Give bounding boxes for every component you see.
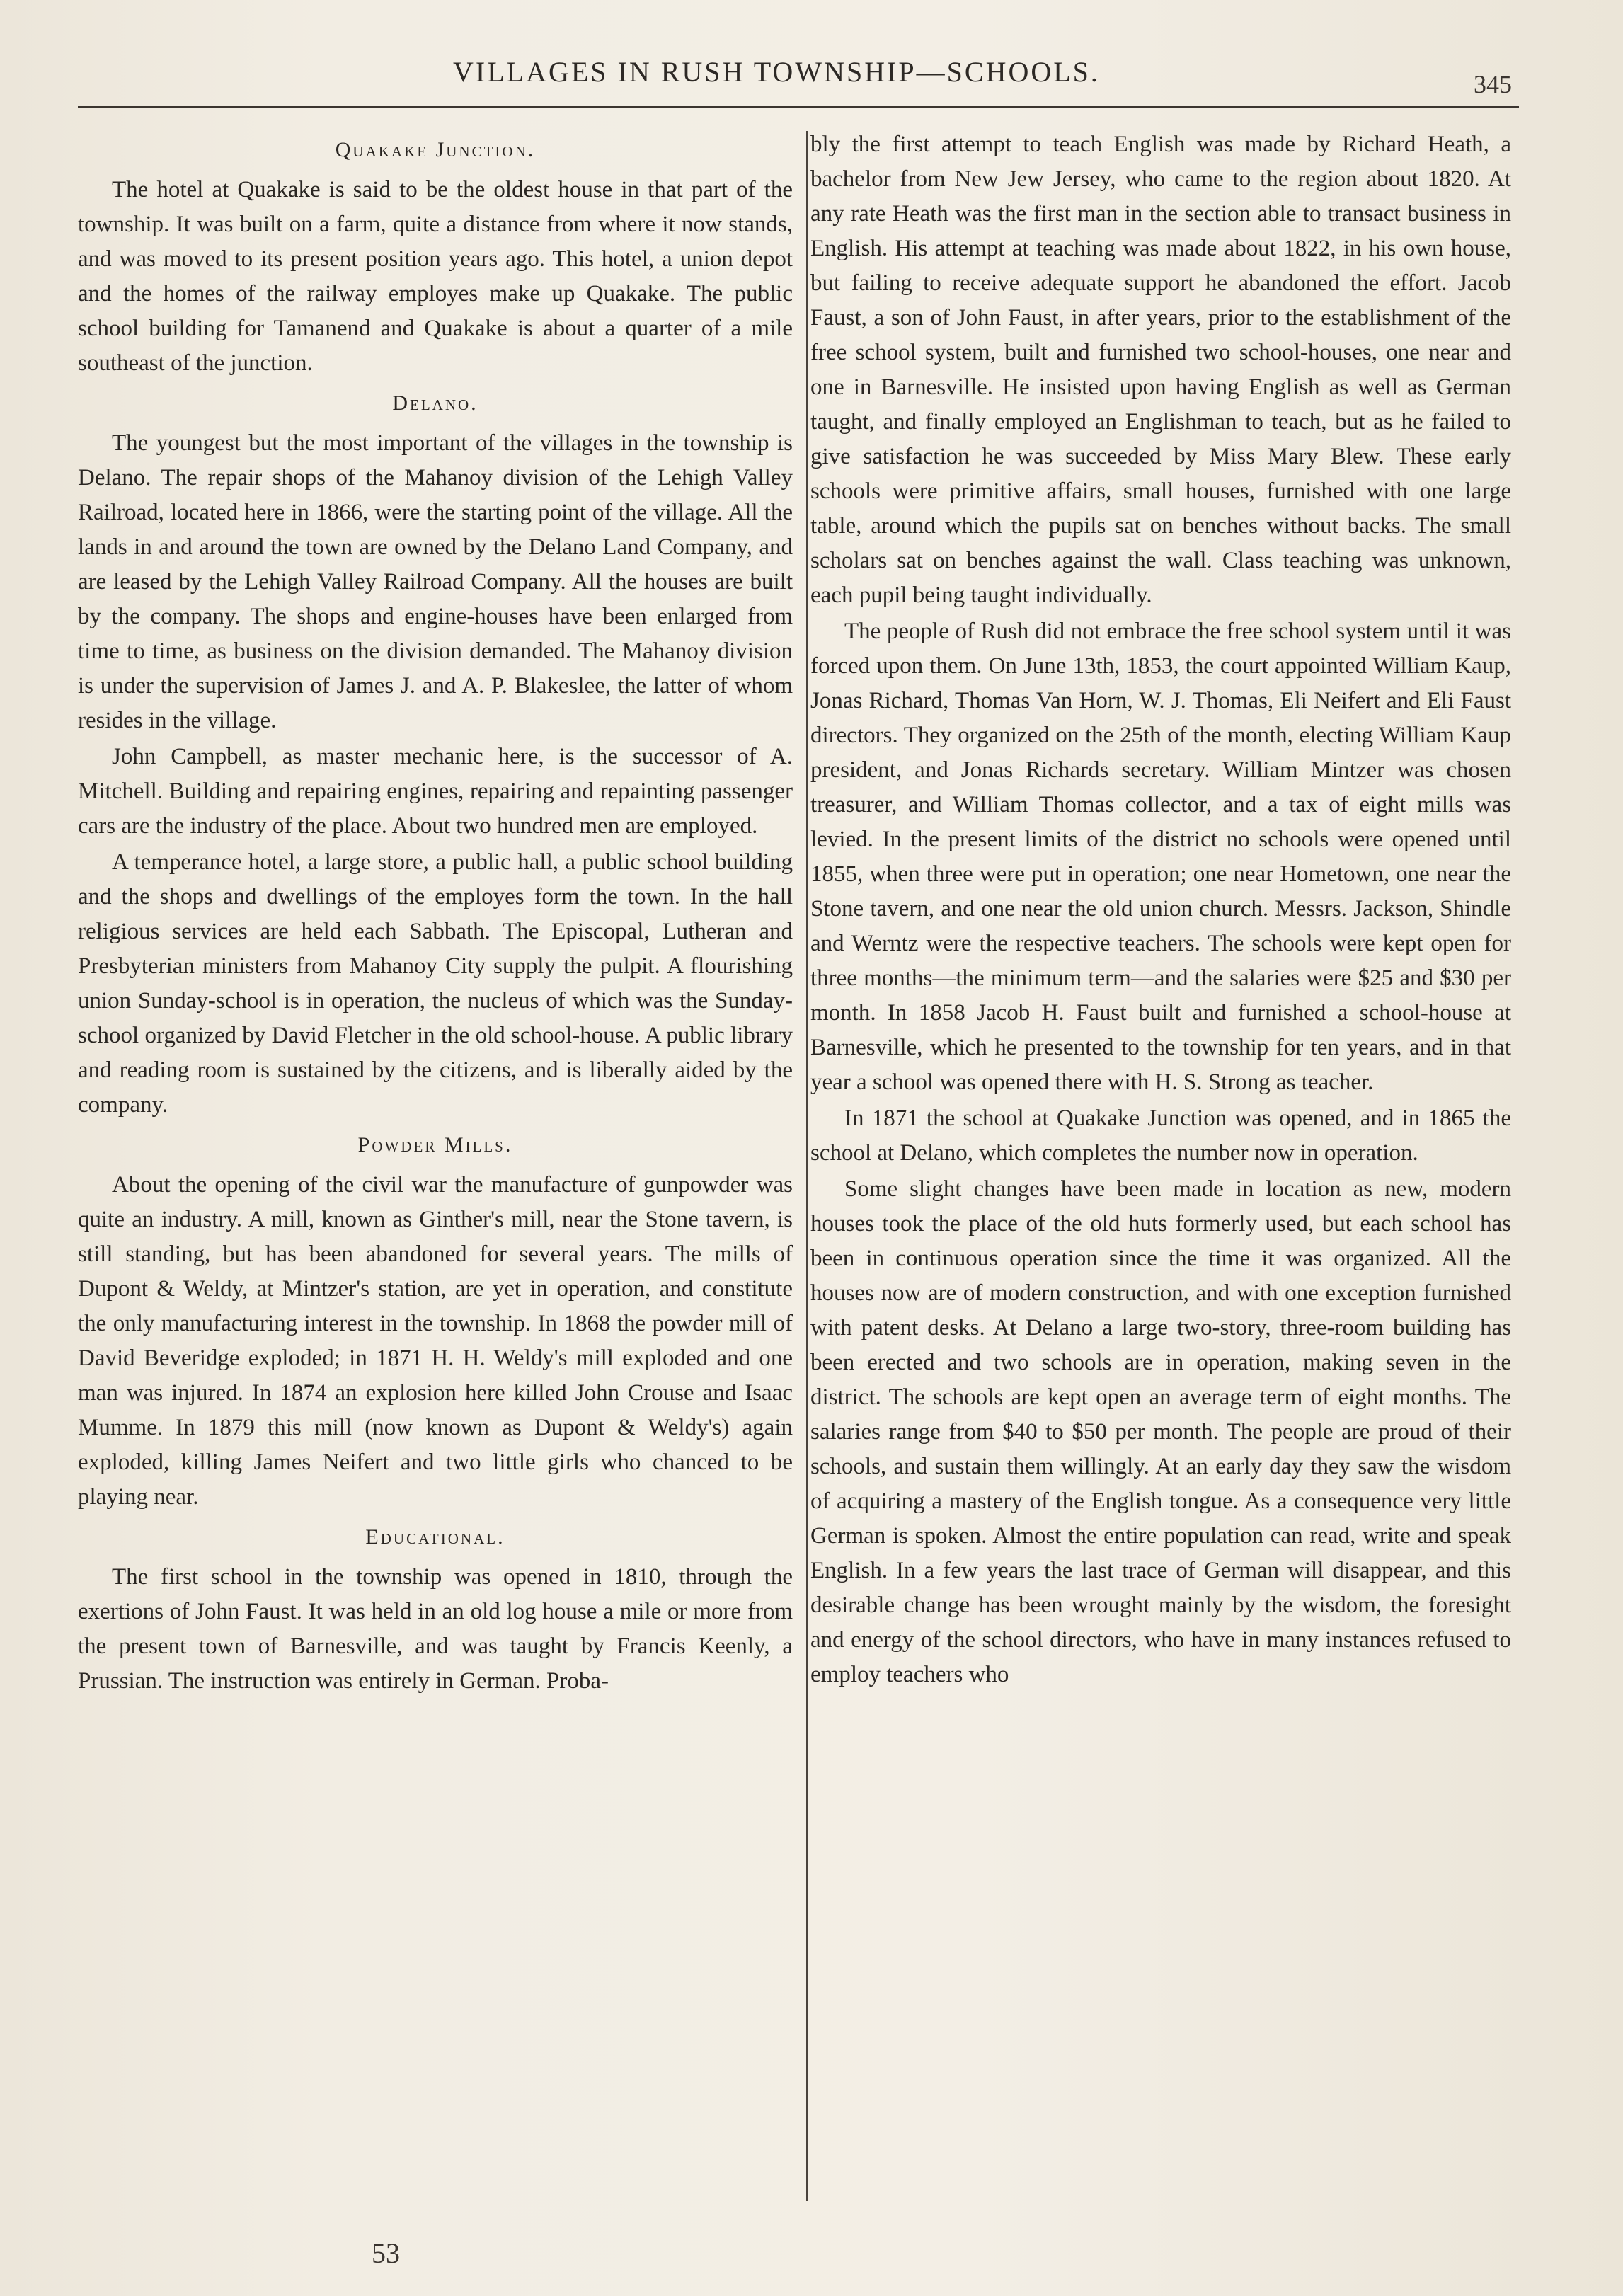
paragraph-schools-opened: In 1871 the school at Quakake Junction was opened, and in 1865 the school at Delano, which completes the number now in operation.: [810, 1106, 1511, 1166]
paragraph-educational-1: The first school in the township was opened in 1810, through the exertions of John Faust. It was held in an old log house a mile or more from the present town of Barnesville, and was taught by Francis Keenly, a Prussian. The instruction was entirely in German. Proba-: [78, 1564, 793, 1694]
paragraph-powder-mills-1: About the opening of the civil war the manufacture of gunpowder was quite an industry. A mill, known as Ginther's mill, near the Stone tavern, is still standing, but has been abandoned for several years. The mills of Dupont & Weldy, at Mintzer's station, are yet in operation, and constitute the only manufacturing interest in the township. In 1868 the powder mill of David Beveridge exploded; in 1871 H. H. Weldy's mill exploded and one man was injured. In 1874 an explosion here killed John Crouse and Isaac Mumme. In 1879 this mill (now known as Dupont & Weldy's) again exploded, killing James Neifert and two little girls who chanced to be playing near.: [78, 1172, 793, 1510]
paragraph-delano-3: A temperance hotel, a large store, a public hall, a public school building and the shops and dwellings of the employes form the town. In the hall religious services are held each Sabbath. The Episcopal, Lutheran and Presbyterian ministers from Mahanoy City supply the pulpit. A flourishing union Sunday-school is in operation, the nucleus of which was the Sunday-school organized by David Fletcher in the old school-house. A public library and reading room is sustained by the citizens, and is liberally aided by the company.: [78, 849, 793, 1118]
section-heading-educational: Educational.: [365, 1525, 505, 1549]
section-heading-powder-mills: Powder Mills.: [357, 1133, 513, 1156]
page-number: 345: [1474, 70, 1512, 98]
right-column: [810, 127, 1511, 1694]
paragraph-modern-schools: Some slight changes have been made in location as new, modern houses took the place of the old huts formerly used, but each school has been in continuous operation since the time it was organized. All the houses now are of modern construction, and with one exception furnished with patent desks. At Delano a large two-story, three-room building has been erected and two schools are in operation, making seven in the district. The schools are kept open an average term of eight months. The salaries range from $40 to $50 per month. The people are proud of their schools, and sustain them willingly. At an early day they saw the wisdom of acquiring a mastery of the English tongue. As a consequence very little German is spoken. Almost the entire population can read, write and speak English. In a few years the last trace of German will disappear, and this desirable change has been wrought mainly by the wisdom, the foresight and energy of the school directors, who have in many instances refused to employ teachers who: [810, 1176, 1511, 1687]
section-heading-delano: Delano.: [392, 391, 478, 415]
column-divider: [806, 131, 808, 2201]
section-heading-quakake: Quakake Junction.: [335, 138, 536, 161]
left-column: [78, 127, 793, 1700]
paragraph-quakake-1: The hotel at Quakake is said to be the oldest house in that part of the township. It was built on a farm, quite a distance from where it now stands, and was moved to its present position years ago. This hotel, a union depot and the homes of the railway employes make up Quakake. The public school building for Tamanend and Quakake is about a quarter of a mile southeast of the junction.: [78, 177, 793, 376]
paragraph-delano-2: John Campbell, as master mechanic here, is the successor of A. Mitchell. Building and repairing engines, repairing and repainting passenger cars are the industry of the place. About two hundred men are employed.: [78, 744, 793, 839]
signature-mark: 53: [372, 2237, 400, 2269]
header-rule: [78, 106, 1519, 108]
paragraph-educational-continued: bly the first attempt to teach English was made by Richard Heath, a bachelor from New Jew Jersey, who came to the region about 1820. At any rate Heath was the first man in the section able to transact business in English. His attempt at teaching was made about 1822, in his own house, but failing to receive adequate support he abandoned the effort. Jacob Faust, a son of John Faust, in after years, prior to the establishment of the free school system, built and furnished two school-houses, one near and one in Barnesville. He insisted upon having English as well as German taught, and finally employed an Englishman to teach, but as he failed to give satisfaction he was succeeded by Miss Mary Blew. These early schools were primitive affairs, small houses, furnished with one large table, around which the pupils sat on benches without backs. The small scholars sat on benches against the wall. Class teaching was unknown, each pupil being taught individually.: [810, 132, 1511, 608]
paragraph-delano-1: The youngest but the most important of the villages in the township is Delano. The repair shops of the Mahanoy division of the Lehigh Valley Railroad, located here in 1866, were the starting point of the village. All the lands in and around the town are owned by the Delano Land Company, and are leased by the Lehigh Valley Railroad Company. All the houses are built by the company. The shops and engine-houses have been enlarged from time to time, as business on the division demanded. The Mahanoy division is under the supervision of James J. and A. P. Blakeslee, the latter of whom resides in the village.: [78, 430, 793, 733]
running-head: VILLAGES IN RUSH TOWNSHIP—SCHOOLS.: [453, 56, 1100, 88]
paragraph-free-school: The people of Rush did not embrace the free school system until it was forced upon them. On June 13th, 1853, the court appointed William Kaup, Jonas Richard, Thomas Van Horn, W. J. Thomas, Eli Neifert and Eli Faust directors. They organized on the 25th of the month, electing William Kaup president, and Jonas Richards secretary. William Mintzer was chosen treasurer, and William Thomas collector, and a tax of eight mills was levied. In the present limits of the district no schools were opened until 1855, when three were put in operation; one near Hometown, one near the Stone tavern, and one near the old union church. Messrs. Jackson, Shindle and Werntz were the respective teachers. The schools were kept open for three months—the minimum term—and the salaries were $25 and $30 per month. In 1858 Jacob H. Faust built and furnished a school-house at Barnesville, which he presented to the township for ten years, and in that year a school was opened there with H. S. Strong as teacher.: [810, 619, 1511, 1095]
